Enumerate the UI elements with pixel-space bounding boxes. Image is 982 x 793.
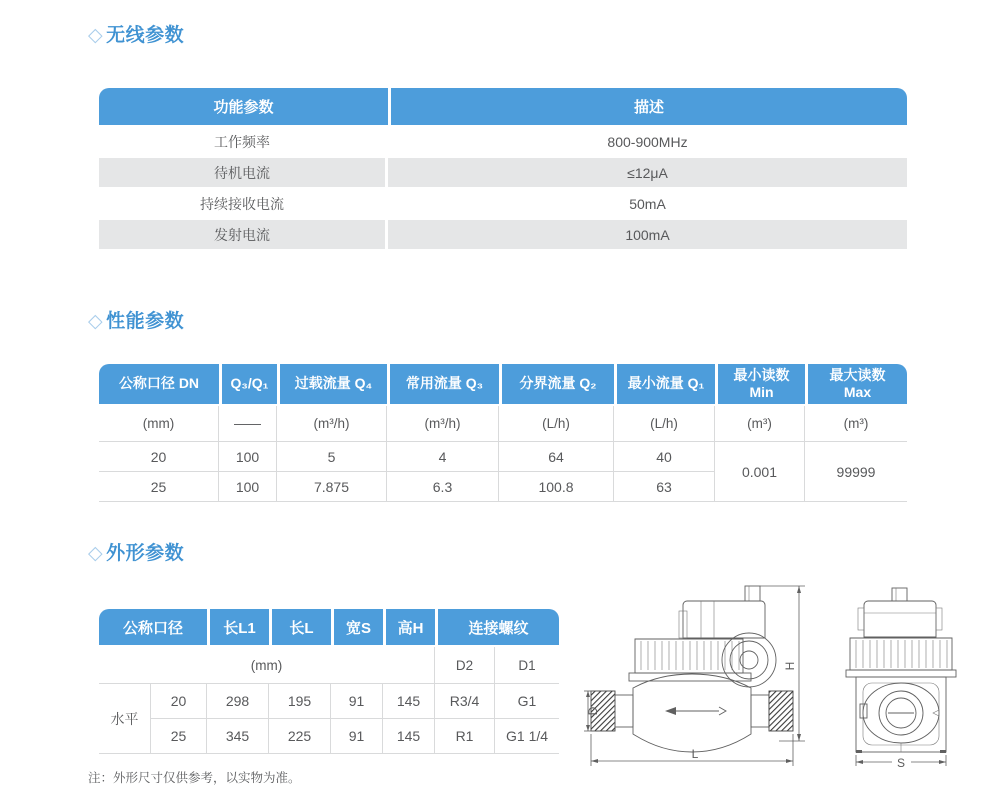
cell: 40 bbox=[614, 442, 715, 472]
cell: 63 bbox=[614, 472, 715, 502]
wireless-col-desc: 描述 bbox=[388, 88, 907, 127]
col-header-bore: 公称口径 bbox=[99, 609, 207, 647]
flow-arrow bbox=[665, 707, 726, 715]
col-header-q4: 过载流量 Q₄ bbox=[277, 364, 387, 406]
cell: 25 bbox=[151, 719, 207, 754]
dimension-l bbox=[591, 734, 793, 766]
cell-desc: 50mA bbox=[388, 189, 907, 220]
unit-mm-cell: (mm) bbox=[99, 647, 435, 684]
cell: 20 bbox=[99, 442, 219, 472]
col-header-max-line1: 最大读数 bbox=[829, 366, 886, 383]
cell: G1 bbox=[495, 684, 559, 719]
table-row bbox=[99, 127, 907, 158]
cell: 20 bbox=[151, 684, 207, 719]
antenna-stub bbox=[745, 586, 760, 601]
col-header-h: 高H bbox=[383, 609, 435, 647]
register-crown bbox=[846, 638, 956, 677]
col-header-max bbox=[805, 364, 907, 406]
cell-param: 持续接收电流 bbox=[99, 189, 388, 220]
orientation-cell: 水平 bbox=[99, 684, 151, 754]
diamond-icon: ◇ bbox=[88, 25, 104, 46]
col-header-max-line2: Max bbox=[843, 384, 872, 400]
dimension-s bbox=[856, 755, 946, 770]
register-crown bbox=[629, 639, 751, 681]
cell: 298 bbox=[207, 684, 269, 719]
cell-min-reading: 0.001 bbox=[715, 442, 805, 502]
wireless-table bbox=[99, 88, 907, 251]
unit-cell: —— bbox=[219, 406, 277, 442]
cell: 100.8 bbox=[499, 472, 614, 502]
s-dim-label: S bbox=[896, 756, 906, 770]
dimensions-table bbox=[99, 609, 559, 754]
col-header-q3q1: Q₃/Q₁ bbox=[219, 364, 277, 406]
performance-title-text: 性能参数 bbox=[106, 311, 185, 332]
wireless-title-text: 无线参数 bbox=[106, 25, 185, 46]
unit-cell: (L/h) bbox=[614, 406, 715, 442]
unit-cell: (m³) bbox=[805, 406, 907, 442]
table-row bbox=[99, 684, 559, 719]
performance-header-row bbox=[99, 364, 907, 406]
d-dim-label: D bbox=[586, 706, 600, 716]
cell-desc: ≤12μA bbox=[388, 158, 907, 189]
wireless-header-row bbox=[99, 88, 907, 127]
meter-body bbox=[591, 674, 793, 752]
meter-base bbox=[856, 677, 946, 753]
h-dim-label: H bbox=[783, 661, 797, 671]
cell: G1 1/4 bbox=[495, 719, 559, 754]
right-thread bbox=[769, 691, 793, 731]
top-housing bbox=[858, 601, 942, 637]
cell-max-reading: 99999 bbox=[805, 442, 907, 502]
cell: 100 bbox=[219, 442, 277, 472]
cell: 195 bbox=[269, 684, 331, 719]
cell: 145 bbox=[383, 719, 435, 754]
cell: 345 bbox=[207, 719, 269, 754]
cell: 91 bbox=[331, 719, 383, 754]
wireless-section-title bbox=[88, 20, 184, 47]
cell: 64 bbox=[499, 442, 614, 472]
unit-cell: (m³/h) bbox=[387, 406, 499, 442]
cell-param: 待机电流 bbox=[99, 158, 388, 189]
cell: R1 bbox=[435, 719, 495, 754]
performance-table bbox=[99, 364, 907, 502]
diamond-icon: ◇ bbox=[88, 311, 104, 332]
col-header-s: 宽S bbox=[331, 609, 383, 647]
unit-cell: (m³/h) bbox=[277, 406, 387, 442]
table-row bbox=[99, 158, 907, 189]
wireless-col-param: 功能参数 bbox=[99, 88, 388, 127]
col-header-min-line1: 最小读数 bbox=[733, 366, 790, 383]
cell: 4 bbox=[387, 442, 499, 472]
col-header-q3: 常用流量 Q₃ bbox=[387, 364, 499, 406]
cell: 25 bbox=[99, 472, 219, 502]
unit-cell: (mm) bbox=[99, 406, 219, 442]
table-row bbox=[99, 719, 559, 754]
table-row bbox=[99, 189, 907, 220]
dimensions-section-title bbox=[88, 538, 184, 565]
cell-param: 工作频率 bbox=[99, 127, 388, 158]
col-header-l1: 长L1 bbox=[207, 609, 269, 647]
front-view-drawing bbox=[822, 580, 982, 775]
col-header-q2: 分界流量 Q₂ bbox=[499, 364, 614, 406]
dimensions-title-text: 外形参数 bbox=[106, 543, 185, 564]
cell-param: 发射电流 bbox=[99, 220, 388, 251]
col-header-dn: 公称口径 DN bbox=[99, 364, 219, 406]
units-row bbox=[99, 406, 907, 442]
col-header-thread: 连接螺纹 bbox=[435, 609, 559, 647]
unit-cell: (m³) bbox=[715, 406, 805, 442]
thread-d1-cell: D1 bbox=[495, 647, 559, 684]
table-row bbox=[99, 220, 907, 251]
footnote: 注：外形尺寸仅供参考，以实物为准。 bbox=[88, 771, 301, 785]
unit-cell: (L/h) bbox=[499, 406, 614, 442]
cell: 145 bbox=[383, 684, 435, 719]
cell: 5 bbox=[277, 442, 387, 472]
units-row bbox=[99, 647, 559, 684]
dimensions-header-row bbox=[99, 609, 559, 647]
diamond-icon: ◇ bbox=[88, 543, 104, 564]
top-housing bbox=[679, 601, 765, 638]
cell-desc: 800-900MHz bbox=[388, 127, 907, 158]
cell: 100 bbox=[219, 472, 277, 502]
l-dim-label: L bbox=[691, 747, 699, 761]
performance-section-title bbox=[88, 306, 184, 333]
col-header-q1: 最小流量 Q₁ bbox=[614, 364, 715, 406]
cell: 91 bbox=[331, 684, 383, 719]
cell-desc: 100mA bbox=[388, 220, 907, 251]
col-header-min-line2: Min bbox=[749, 384, 774, 400]
cell: 6.3 bbox=[387, 472, 499, 502]
thread-d2-cell: D2 bbox=[435, 647, 495, 684]
col-header-min bbox=[715, 364, 805, 406]
table-row bbox=[99, 442, 907, 472]
cell: 7.875 bbox=[277, 472, 387, 502]
antenna-stub bbox=[892, 588, 907, 601]
cell: R3/4 bbox=[435, 684, 495, 719]
side-view-drawing bbox=[583, 578, 813, 773]
cell: 225 bbox=[269, 719, 331, 754]
col-header-l: 长L bbox=[269, 609, 331, 647]
